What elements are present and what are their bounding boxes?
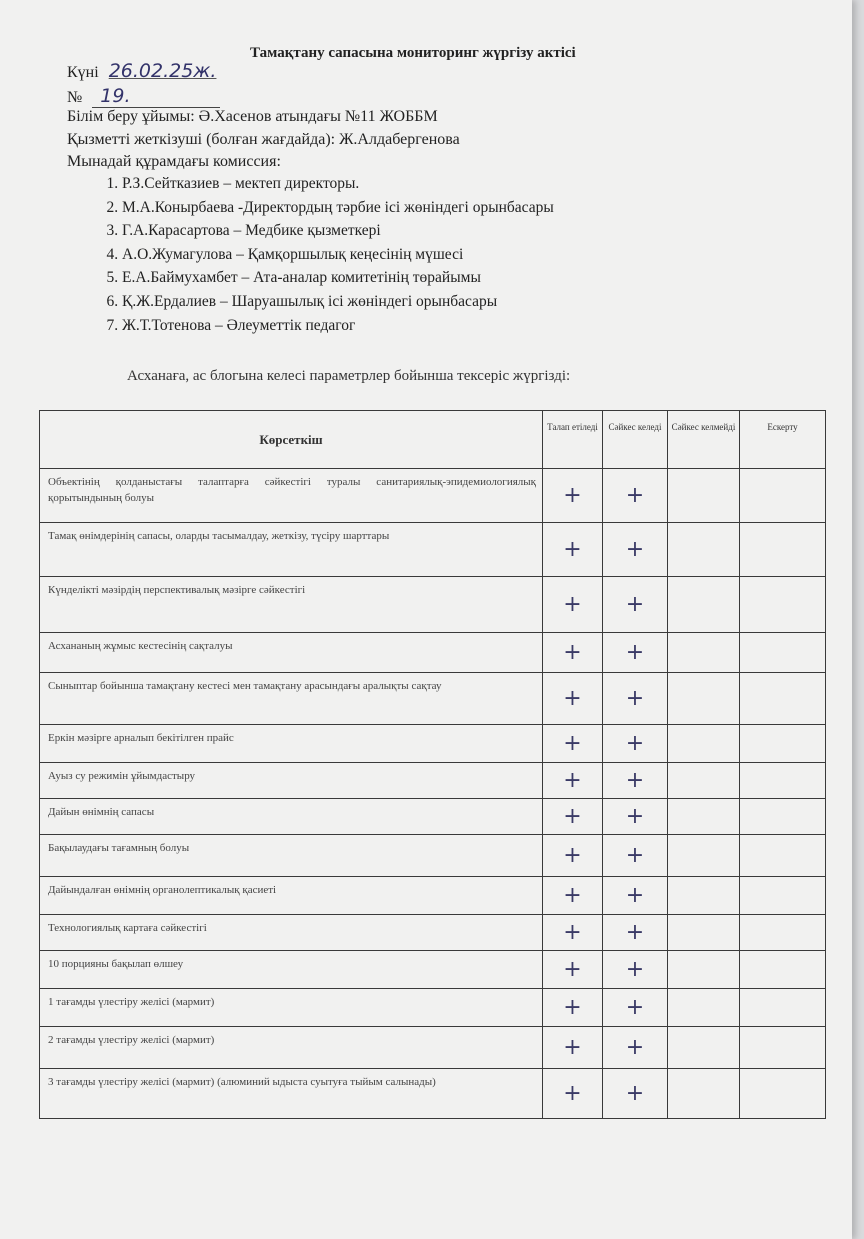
compliant-mark: + [603,1027,668,1069]
required-mark: + [543,951,603,989]
commission-member: 3. Г.А.Карасартова – Медбике қызметкері [122,219,554,243]
table-row [40,763,826,799]
required-mark: + [543,915,603,951]
table-row [40,877,826,915]
note-cell [740,577,826,633]
table-row [40,1069,826,1119]
compliant-mark: + [603,951,668,989]
date-label: Күні [67,64,99,81]
note-cell [740,835,826,877]
indicator-cell: Еркін мәзірге арналып бекітілген прайс [40,725,543,763]
noncompliant-cell [668,725,740,763]
indicator-cell: Объектінің қолданыстағы талаптарға сәйкестігі туралы санитариялық-эпидемиологиялық қорытындының болуы [40,469,543,523]
table-row [40,835,826,877]
noncompliant-cell [668,951,740,989]
compliant-mark: + [603,469,668,523]
table-row [40,799,826,835]
table-row [40,915,826,951]
noncompliant-cell [668,989,740,1027]
indicator-cell: 2 тағамды үлестіру желісі (мармит) [40,1027,543,1069]
table-row [40,577,826,633]
compliant-mark: + [603,915,668,951]
indicator-cell: Күнделікті мәзірдің перспективалық мәзірге сәйкестігі [40,577,543,633]
noncompliant-cell [668,577,740,633]
noncompliant-cell [668,1069,740,1119]
header-note: Ескерту [740,411,826,469]
required-mark: + [543,799,603,835]
note-cell [740,989,826,1027]
noncompliant-cell [668,915,740,951]
compliant-mark: + [603,835,668,877]
compliant-mark: + [603,633,668,673]
indicator-cell: 3 тағамды үлестіру желісі (мармит) (алюминий ыдыста суытуға тыйым салынады) [40,1069,543,1119]
note-cell [740,763,826,799]
compliant-mark: + [603,799,668,835]
header-noncompliant: Сәйкес келмейді [668,411,740,469]
table-row [40,523,826,577]
required-mark: + [543,673,603,725]
commission-member: 4. А.О.Жумагулова – Қамқоршылық кеңесінің мүшесі [122,243,554,267]
compliant-mark: + [603,523,668,577]
note-cell [740,725,826,763]
table-header-row [40,411,826,469]
note-cell [740,1027,826,1069]
note-cell [740,877,826,915]
number-label: № [67,89,83,106]
note-cell [740,633,826,673]
number-line [67,85,220,108]
document-title: Тамақтану сапасына мониторинг жүргізу актісі [250,45,576,61]
required-mark: + [543,523,603,577]
note-cell [740,915,826,951]
compliant-mark: + [603,673,668,725]
note-cell [740,673,826,725]
compliant-mark: + [603,989,668,1027]
commission-label: Мынадай құрамдағы комиссия: [67,153,281,170]
commission-member: 7. Ж.Т.Тотенова – Әлеуметтік педагог [122,314,554,338]
table-row [40,633,826,673]
required-mark: + [543,469,603,523]
note-cell [740,523,826,577]
table-row [40,469,826,523]
required-mark: + [543,763,603,799]
noncompliant-cell [668,673,740,725]
inspection-table [39,410,826,1119]
commission-member: 2. М.А.Конырбаева -Директордың тәрбие ісі жөніндегі орынбасары [122,196,554,220]
indicator-cell: Тамақ өнімдерінің сапасы, оларды тасымалдау, жеткізу, түсіру шарттары [40,523,543,577]
required-mark: + [543,877,603,915]
noncompliant-cell [668,1027,740,1069]
note-cell [740,951,826,989]
required-mark: + [543,725,603,763]
indicator-cell: 10 порцияны бақылап өлшеу [40,951,543,989]
commission-member: 6. Қ.Ж.Ердалиев – Шаруашылық ісі жөніндегі орынбасары [122,290,554,314]
note-cell [740,799,826,835]
date-value: 26.02.25ж. [108,60,217,82]
indicator-cell: Технологиялық картаға сәйкестігі [40,915,543,951]
noncompliant-cell [668,523,740,577]
commission-list [100,172,554,337]
table-row [40,725,826,763]
inspection-intro: Асханаға, ас блогына келесі параметрлер бойынша тексеріс жүргізді: [127,368,571,384]
required-mark: + [543,1069,603,1119]
indicator-cell: 1 тағамды үлестіру желісі (мармит) [40,989,543,1027]
required-mark: + [543,1027,603,1069]
required-mark: + [543,989,603,1027]
note-cell [740,469,826,523]
table-row [40,673,826,725]
indicator-cell: Дайындалған өнімнің органолептикалық қасиеті [40,877,543,915]
indicator-cell: Бақылаудағы тағамның болуы [40,835,543,877]
indicator-cell: Асхананың жұмыс кестесінің сақталуы [40,633,543,673]
required-mark: + [543,835,603,877]
compliant-mark: + [603,577,668,633]
compliant-mark: + [603,763,668,799]
noncompliant-cell [668,469,740,523]
compliant-mark: + [603,1069,668,1119]
noncompliant-cell [668,633,740,673]
compliant-mark: + [603,877,668,915]
organization-line: Білім беру ұйымы: Ә.Хасенов атындағы №11 ЖОББМ [67,108,438,125]
number-value: 19. [92,85,220,108]
date-line [67,60,216,82]
noncompliant-cell [668,763,740,799]
indicator-cell: Ауыз су режимін ұйымдастыру [40,763,543,799]
compliant-mark: + [603,725,668,763]
note-cell [740,1069,826,1119]
noncompliant-cell [668,799,740,835]
header-compliant: Сәйкес келеді [603,411,668,469]
table-row [40,951,826,989]
noncompliant-cell [668,835,740,877]
header-required: Талап етіледі [543,411,603,469]
header-indicator: Көрсеткіш [40,411,543,469]
required-mark: + [543,633,603,673]
commission-member: 5. Е.А.Баймухамбет – Ата-аналар комитетінің төрайымы [122,266,554,290]
indicator-cell: Сыныптар бойынша тамақтану кестесі мен тамақтану арасындағы аралықты сақтау [40,673,543,725]
table-row [40,989,826,1027]
required-mark: + [543,577,603,633]
table-row [40,1027,826,1069]
commission-member: 1. Р.З.Сейтказиев – мектеп директоры. [122,172,554,196]
noncompliant-cell [668,877,740,915]
supplier-line: Қызметті жеткізуші (болған жағдайда): Ж.Алдабергенова [67,131,460,148]
indicator-cell: Дайын өнімнің сапасы [40,799,543,835]
